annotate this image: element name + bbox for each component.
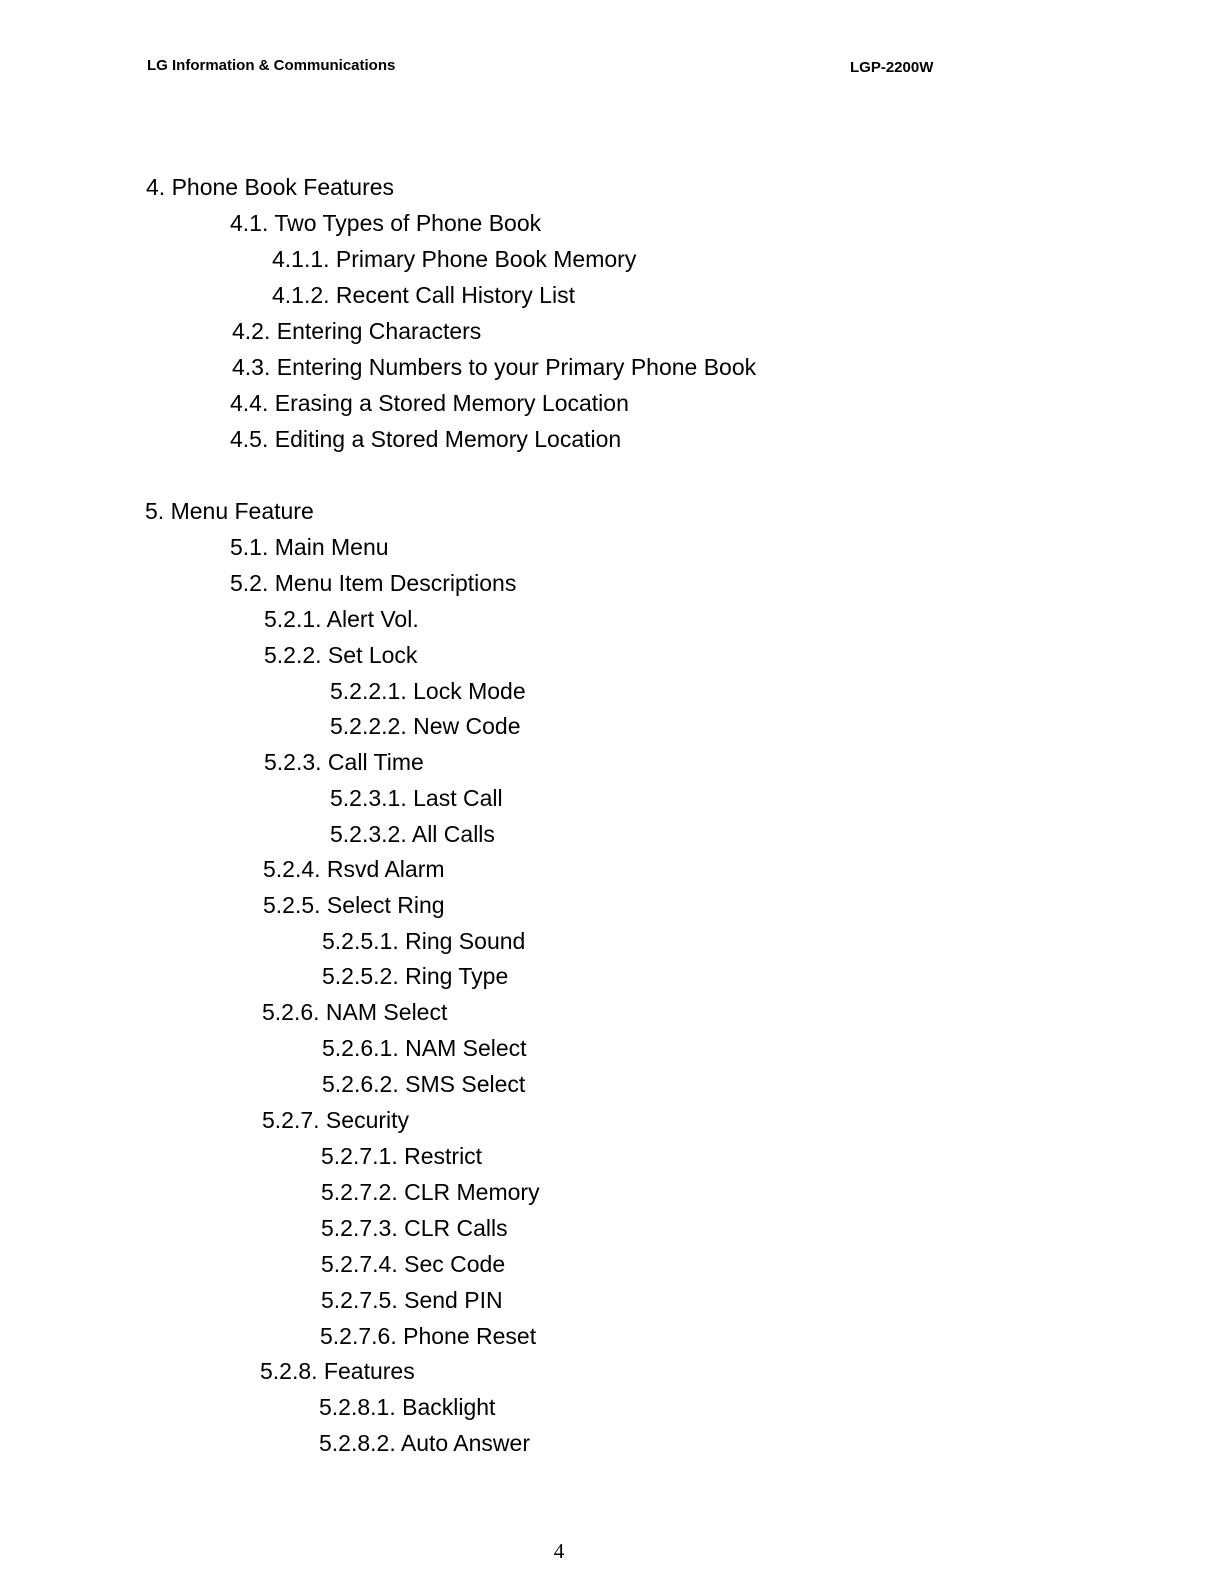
toc-item-level4: 5.2.3.1. Last Call: [330, 785, 503, 811]
toc-subsubsection: 4.1.2. Recent Call History List: [272, 282, 575, 308]
toc-item-level4: 5.2.7.1. Restrict: [321, 1143, 483, 1169]
toc-item-level4: 5.2.6.1. NAM Select: [322, 1035, 527, 1061]
toc-subsubsection: 5.2.1. Alert Vol.: [264, 606, 419, 632]
toc-subsubsection: 5.2.6. NAM Select: [262, 999, 448, 1025]
model-header: LGP-2200W: [850, 59, 934, 76]
toc-item-level4: 5.2.7.6. Phone Reset: [320, 1323, 537, 1349]
toc-subsubsection: 5.2.5. Select Ring: [263, 892, 445, 918]
toc-subsubsection: 4.1.1. Primary Phone Book Memory: [272, 246, 637, 272]
toc-subsection: 5.2. Menu Item Descriptions: [230, 570, 517, 596]
toc-subsubsection: 5.2.3. Call Time: [264, 749, 424, 775]
toc-item-level4: 5.2.2.2. New Code: [330, 713, 521, 739]
toc-subsubsection: 5.2.7. Security: [262, 1107, 410, 1133]
toc-subsection: 4.4. Erasing a Stored Memory Location: [230, 390, 629, 416]
toc-item-level4: 5.2.6.2. SMS Select: [322, 1071, 526, 1097]
page-number: 4: [553, 1539, 565, 1563]
toc-subsection: 5.1. Main Menu: [230, 534, 389, 560]
toc-item-level4: 5.2.8.1. Backlight: [319, 1394, 496, 1420]
toc-subsection: 4.3. Entering Numbers to your Primary Phone Book: [232, 354, 757, 380]
toc-item-level4: 5.2.5.1. Ring Sound: [322, 928, 526, 954]
toc-item-level4: 5.2.7.2. CLR Memory: [321, 1179, 540, 1205]
toc-item-level4: 5.2.3.2. All Calls: [330, 821, 495, 847]
toc-section-heading: 4. Phone Book Features: [146, 174, 395, 200]
toc-subsubsection: 5.2.4. Rsvd Alarm: [263, 856, 445, 882]
toc-subsubsection: 5.2.8. Features: [260, 1358, 415, 1384]
toc-item-level4: 5.2.2.1. Lock Mode: [330, 678, 526, 704]
toc-subsection: 4.1. Two Types of Phone Book: [230, 210, 542, 236]
toc-subsection: 4.5. Editing a Stored Memory Location: [230, 426, 622, 452]
toc-subsubsection: 5.2.2. Set Lock: [264, 642, 418, 668]
toc-section-heading: 5. Menu Feature: [145, 498, 314, 524]
toc-item-level4: 5.2.7.3. CLR Calls: [321, 1215, 508, 1241]
toc-item-level4: 5.2.8.2. Auto Answer: [319, 1430, 530, 1456]
toc-subsection: 4.2. Entering Characters: [232, 318, 482, 344]
toc-item-level4: 5.2.7.5. Send PIN: [321, 1287, 503, 1313]
company-header: LG Information & Communications: [147, 57, 396, 74]
toc-item-level4: 5.2.5.2. Ring Type: [322, 963, 509, 989]
toc-item-level4: 5.2.7.4. Sec Code: [321, 1251, 506, 1277]
